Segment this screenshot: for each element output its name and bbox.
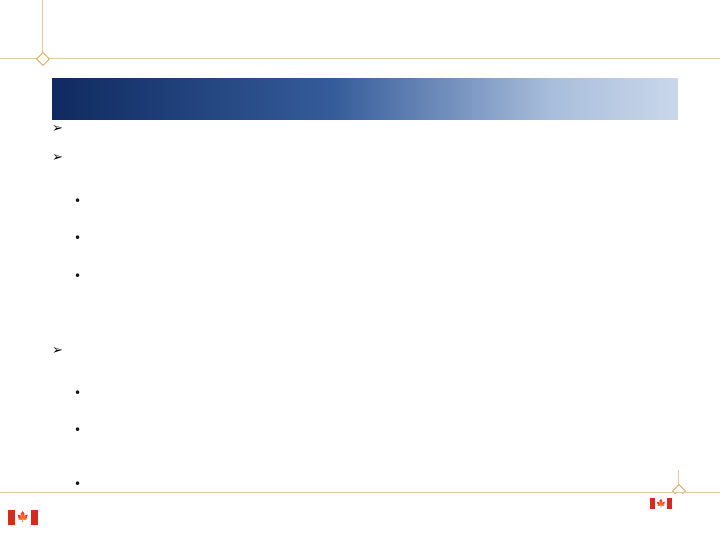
dot-bullet-icon: • [74,194,82,208]
footer [0,494,720,540]
arrow-bullet-icon: ➢ [52,343,63,358]
footer-line [0,492,720,493]
dot-bullet-icon: • [74,269,82,283]
decor-diamond [36,52,50,66]
dot-bullet-icon: • [74,477,82,491]
wordmark-flag-icon: 🍁 [650,498,672,509]
decor-horizontal-line [0,58,720,59]
arrow-bullet-icon: ➢ [52,150,63,165]
dot-bullet-icon: • [74,231,82,245]
dot-bullet-icon: • [74,423,82,437]
title-bar [52,78,678,120]
decor-vertical-line [42,0,43,58]
dot-bullet-icon: • [74,386,82,400]
canada-flag-icon: 🍁 [8,510,38,525]
arrow-bullet-icon: ➢ [52,121,63,136]
